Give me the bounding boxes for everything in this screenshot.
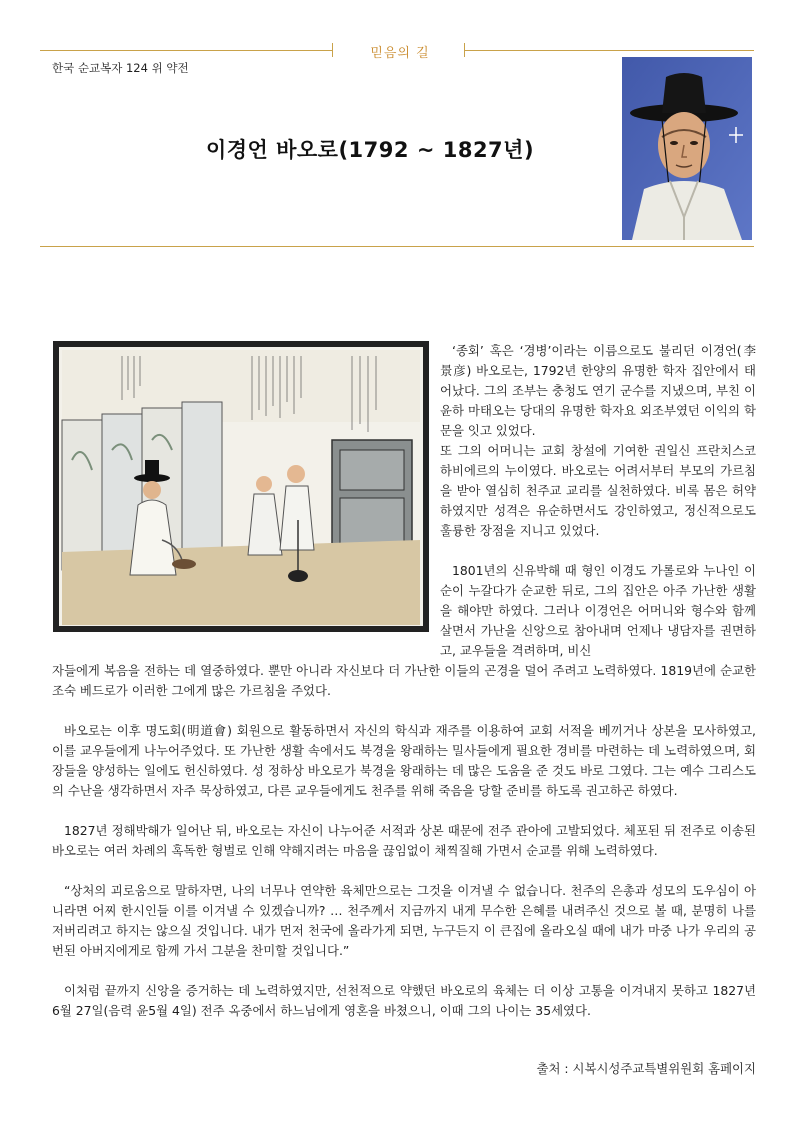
- article-paragraph-5: 1827년 정해박해가 일어난 뒤, 바오로는 자신이 나누어준 서적과 상본 때문에 전주 관아에 고발되었다. 체포된 뒤 전주로 이송된 바오로는 여러 차례의 혹독한 형벌로 인해 약해지려는 마음을 끊임없이 채찍질해 가면서 순교를 위해 노력하였다.: [52, 823, 756, 858]
- header-rule-right: [464, 50, 754, 51]
- source-credit: 출처 : 시복시성주교특별위원회 홈페이지: [536, 1061, 756, 1076]
- header-rule-left: [40, 50, 332, 51]
- article-paragraph-7: 이처럼 끝까지 신앙을 증거하는 데 노력하였지만, 선천적으로 약했던 바오로의 육체는 더 이상 고통을 이겨내지 못하고 1827년 6월 27일(음력 윤5월 4일) 전주 옥중에서 하느님에게 영혼을 바쳤으니, 이때 그의 나이는 35세였다.: [52, 983, 756, 1018]
- article-paragraph-3-part-1: 1801년의 신유박해 때 형인 이경도 가롤로와 누나인 이순이 누갈다가 순교한 뒤로, 그의 집안은 아주 가난한 생활을 해야만 하였다. 그러나 이경언은 어머니와 형수와 함께 살면서 가난을 신앙으로 참아내며 언제나 냉담자를 권면하고, 교우들을 격려하며, 비신: [440, 563, 756, 658]
- page-title: 이경언 바오로(1792 ~ 1827년): [205, 138, 535, 162]
- series-label: 한국 순교복자 124 위 약전: [52, 61, 189, 75]
- section-label: 믿음의 길: [370, 46, 430, 61]
- article-paragraph-3-part-2: 자들에게 복음을 전하는 데 열중하였다. 뿐만 아니라 자신보다 더 가난한 이들의 곤경을 덜어 주려고 노력하였다. 1819년에 순교한 조숙 베드로가 이러한 그에게 많은 가르침을 주었다.: [52, 663, 756, 698]
- article-body: [52, 661, 756, 1021]
- article-paragraph-2: 또 그의 어머니는 교회 창설에 기여한 권일신 프란치스코 하비에르의 누이였다. 바오로는 어려서부터 부모의 가르침을 받아 열심히 천주교 교리를 실천하였다. 비록 몸은 허약하였지만 성격은 유순하면서도 강인하였고, 정신적으로도 훌륭한 장점을 지니고 있었다.: [440, 443, 756, 538]
- martyr-portrait: [622, 57, 752, 240]
- historical-painting: [52, 340, 430, 633]
- article-paragraph-6: “상처의 괴로움으로 말하자면, 나의 너무나 연약한 육체만으로는 그것을 이겨낼 수 없습니다. 천주의 은총과 성모의 도우심이 아니라면 어찌 한시인들 이를 이겨낼 수 있겠습니까? … 천주께서 지금까지 내게 무수한 은혜를 내려주신 것으로 볼 때, 분명히 나를 저버리려고 하지는 않으실 것입니다. 내가 먼저 천국에 올라가게 되면, 누구든지 이 큰집에 올라오실 때에 내가 마중 나가 우리의 공번된 아버지에게로 함께 가서 그분을 찬미할 것입니다.”: [52, 883, 756, 958]
- painting-illustration: [52, 340, 430, 633]
- portrait-illustration: [622, 57, 752, 240]
- header-tick-left: [332, 43, 333, 57]
- article-paragraph-1: ‘종회’ 혹은 ‘경병’이라는 이름으로도 불리던 이경언(李景彦) 바오로는, 1792년 한양의 유명한 학자 집안에서 태어났다. 그의 조부는 충청도 연기 군수를 지냈으며, 부친 이윤하 마태오는 당대의 유명한 학자요 외조부였던 이익의 학문을 잇고 있었다.: [440, 343, 756, 438]
- header-bottom-rule: [40, 246, 754, 247]
- article-wrap-column: [440, 341, 756, 661]
- article-paragraph-4: 바오로는 이후 명도회(明道會) 회원으로 활동하면서 자신의 학식과 재주를 이용하여 교회 서적을 베끼거나 상본을 모사하였고, 이를 교우들에게 나누어주었다. 또 가난한 생활 속에서도 북경을 왕래하는 밀사들에게 필요한 경비를 마련하는 데 노력하였으며, 회장들을 양성하는 일에도 헌신하였다. 성 정하상 바오로가 북경을 왕래하는 데 많은 도움을 준 것도 바로 그였다. 그는 예수 그리스도의 수난을 생각하면서 자주 묵상하였고, 다른 교우들에게도 천주를 위해 죽음을 당할 준비를 하도록 권고하곤 하였다.: [52, 723, 756, 798]
